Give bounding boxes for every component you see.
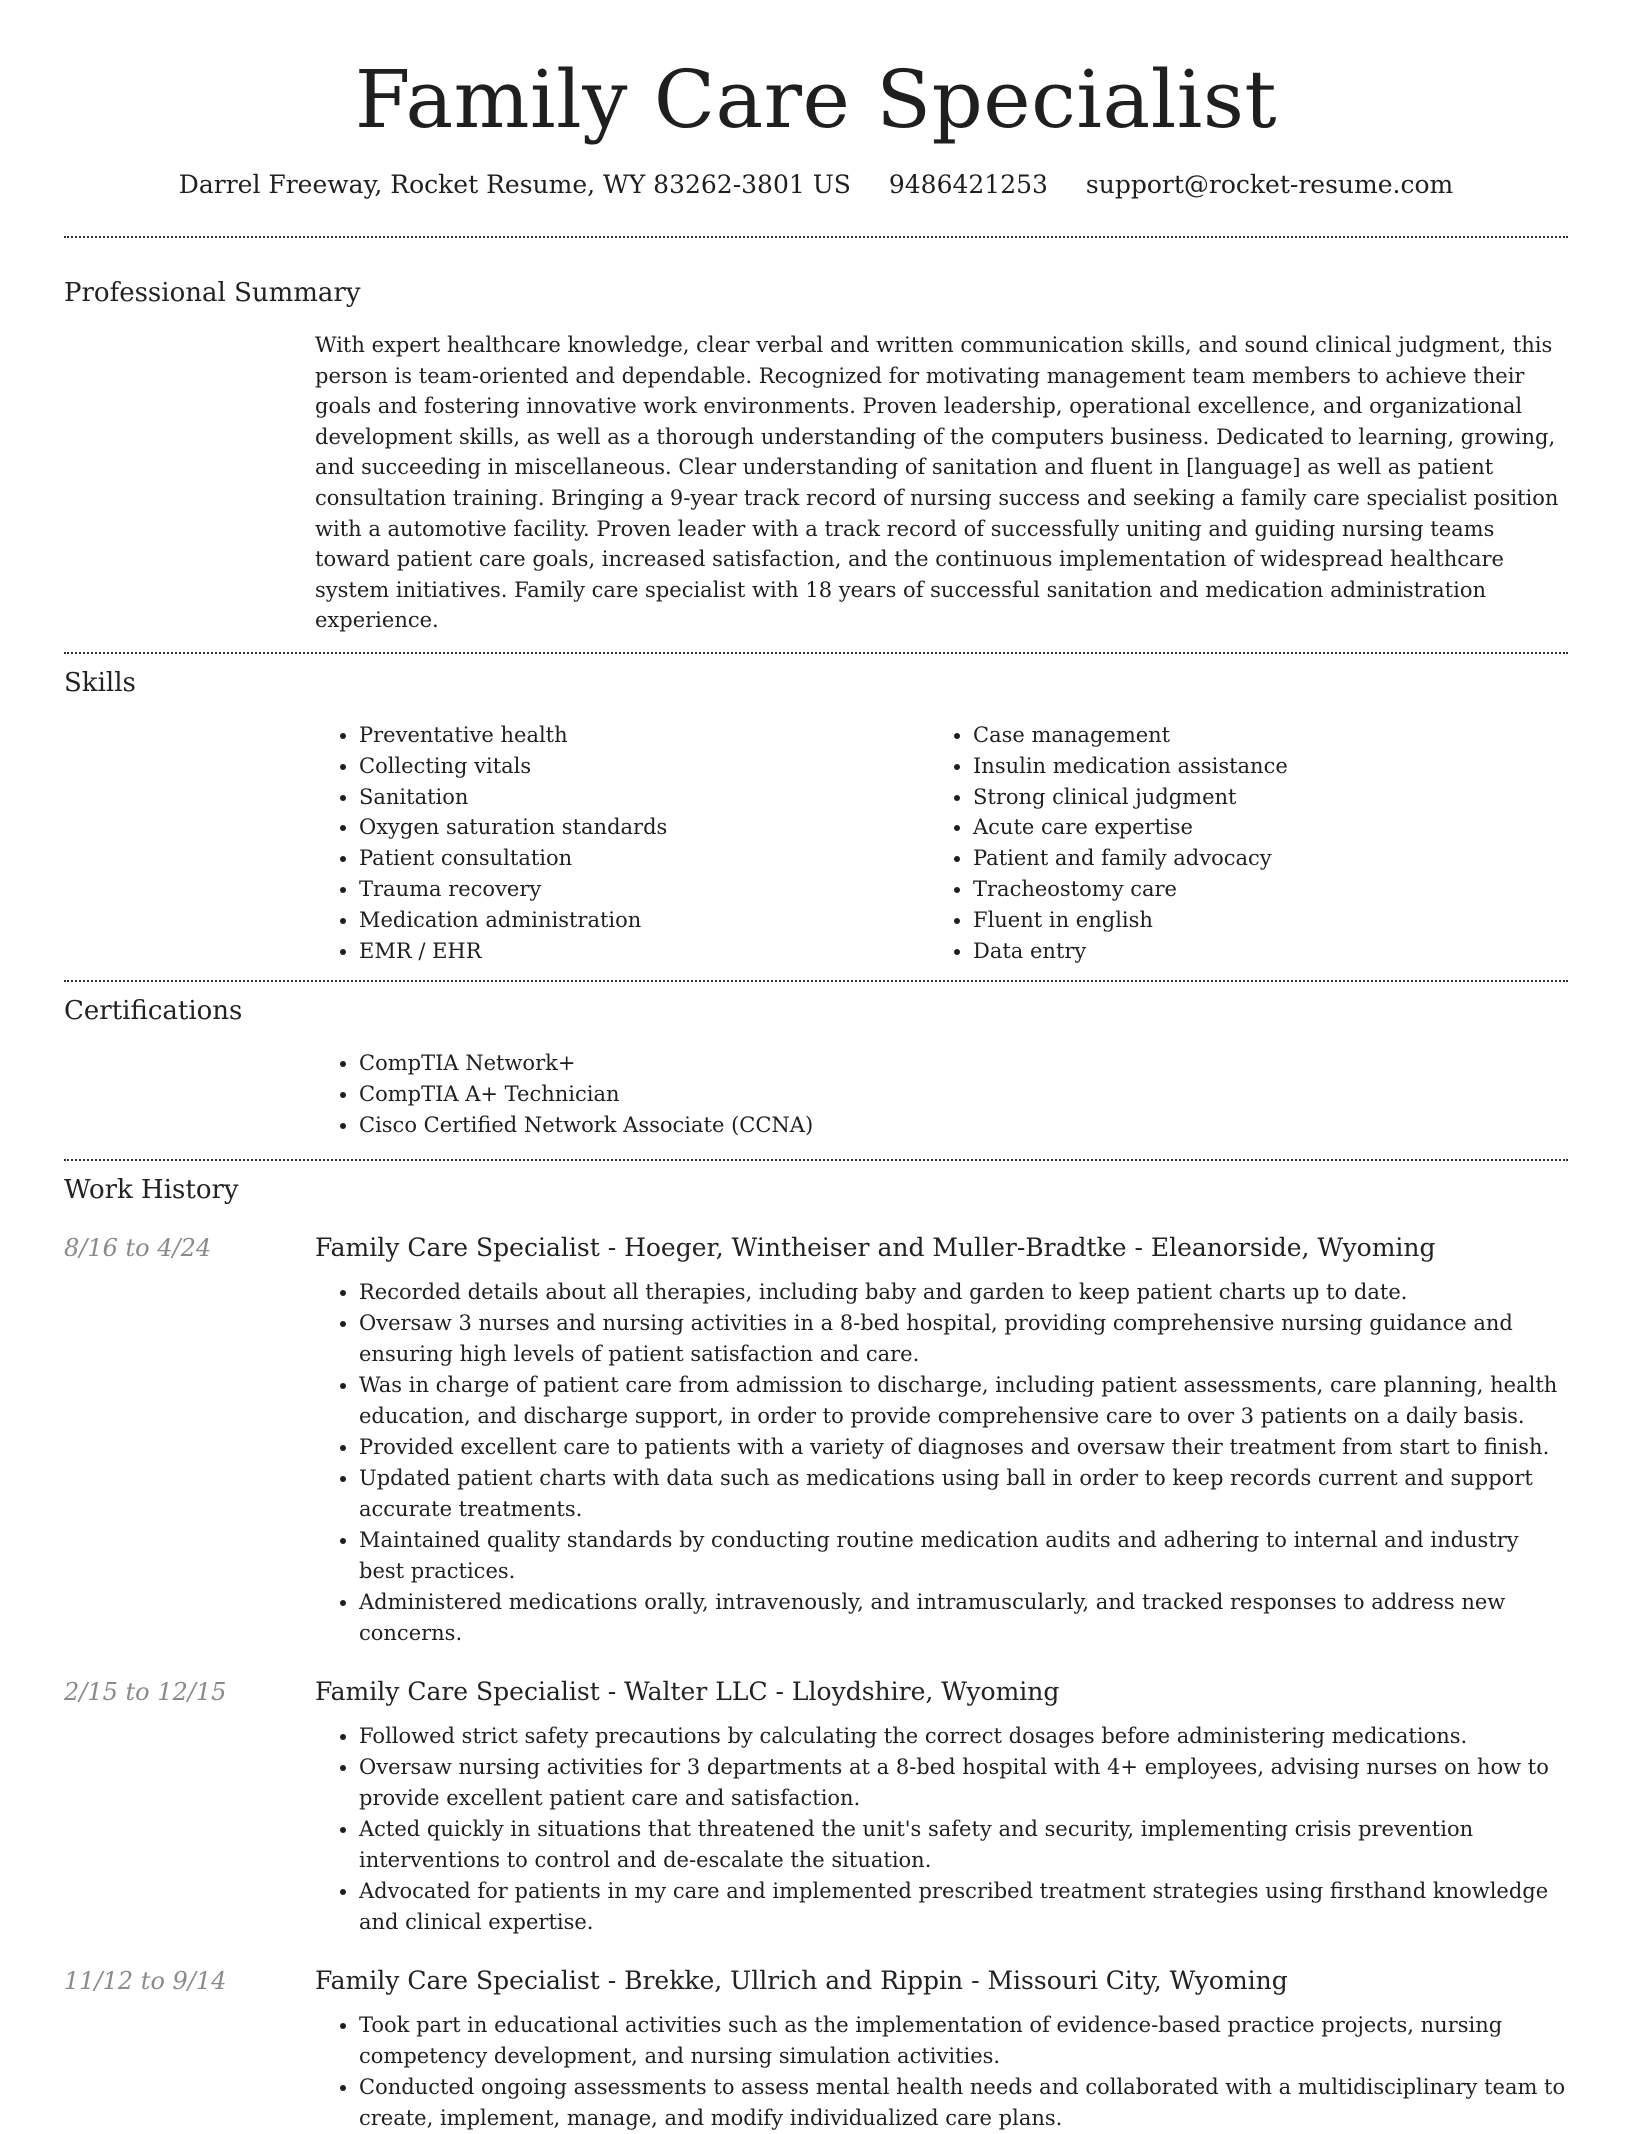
contact-email: support@rocket-resume.com [1085, 170, 1454, 199]
divider [64, 652, 1568, 654]
resume-page [64, 0, 1568, 2134]
summary-content [315, 330, 1568, 636]
skills-section [64, 666, 1568, 966]
job-title: Family Care Specialist - Hoeger, Wintheiser and Muller-Bradtke - Eleanorside, Wyoming [315, 1232, 1436, 1262]
job-bullet: • Was in charge of patient care from admission to discharge, including patient assessments, care planning, health education, and discharge support, in order to provide comprehensive care to over 3 patients on a daily basis. [359, 1370, 1568, 1432]
job-header [64, 1231, 1568, 1265]
skill-item: • Trauma recovery [359, 874, 929, 905]
contact-line [64, 168, 1568, 202]
page-title: Family Care Specialist [354, 53, 1278, 146]
job-bullet: • Updated patient charts with data such as medications using ball in order to keep records current and support accurate treatments. [359, 1463, 1568, 1525]
certifications-list [315, 1048, 1568, 1140]
job-bullet: • Took part in educational activities such as the implementation of evidence-based practice projects, nursing competency development, and nursing simulation activities. [359, 2010, 1568, 2072]
job-bullet: • Followed strict safety precautions by calculating the correct dosages before administering medications. [359, 1721, 1568, 1752]
summary-section [64, 276, 1568, 636]
job-bullet: • Acted quickly in situations that threatened the unit's safety and security, implementing crisis prevention interventions to control and de-escalate the situation. [359, 1814, 1568, 1876]
skill-item: • Medication administration [359, 905, 929, 936]
job-bullet: • Advocated for patients in my care and implemented prescribed treatment strategies using firsthand knowledge and clinical expertise. [359, 1876, 1568, 1938]
job-entry [64, 1964, 1568, 2134]
job-title: Family Care Specialist - Walter LLC - Lloydshire, Wyoming [315, 1676, 1060, 1706]
job-title: Family Care Specialist - Brekke, Ullrich and Rippin - Missouri City, Wyoming [315, 1965, 1288, 1995]
contact-phone: 9486421253 [888, 170, 1048, 199]
divider [64, 980, 1568, 982]
certification-item: • Cisco Certified Network Associate (CCNA) [359, 1110, 1568, 1141]
job-bullet: • Maintained quality standards by conducting routine medication audits and adhering to internal and industry best practices. [359, 1525, 1568, 1587]
skill-item: • Oxygen saturation standards [359, 812, 929, 843]
skill-item: • Sanitation [359, 782, 929, 813]
section-title-skills: Skills [64, 667, 136, 698]
certification-item: • CompTIA A+ Technician [359, 1079, 1568, 1110]
job-dates: 11/12 to 9/14 [64, 1966, 227, 1995]
skill-item: • Insulin medication assistance [973, 751, 1543, 782]
certifications-content [315, 1048, 1568, 1140]
job-bullet: • Oversaw 3 nurses and nursing activities in a 8-bed hospital, providing comprehensive nursing guidance and ensuring high levels of patient satisfaction and care. [359, 1308, 1568, 1370]
contact-address: Darrel Freeway, Rocket Resume, WY 83262-3801 US [178, 170, 851, 199]
section-title-work-history: Work History [64, 1174, 239, 1205]
job-dates: 8/16 to 4/24 [64, 1233, 212, 1262]
job-bullet: • Conducted ongoing assessments to assess mental health needs and collaborated with a multidisciplinary team to create, implement, manage, and modify individualized care plans. [359, 2072, 1568, 2134]
job-entry [64, 1231, 1568, 1649]
section-title-summary: Professional Summary [64, 278, 361, 308]
skills-list-left [315, 720, 929, 966]
skills-grid [315, 720, 1568, 966]
job-bullets [315, 1721, 1568, 1938]
job-bullets [315, 2010, 1568, 2134]
divider [64, 236, 1568, 238]
job-bullet: • Recorded details about all therapies, including baby and garden to keep patient charts up to date. [359, 1277, 1568, 1308]
skill-item: • Collecting vitals [359, 751, 929, 782]
job-header [64, 1675, 1568, 1709]
skill-item: • Tracheostomy care [973, 874, 1543, 905]
skill-item: • Preventative health [359, 720, 929, 751]
job-bullet: • Oversaw nursing activities for 3 departments at a 8-bed hospital with 4+ employees, advising nurses on how to provide excellent patient care and satisfaction. [359, 1752, 1568, 1814]
job-bullet: • Administered medications orally, intravenously, and intramuscularly, and tracked responses to address new concerns. [359, 1587, 1568, 1649]
skill-item: • Strong clinical judgment [973, 782, 1543, 813]
job-bullet: • Provided excellent care to patients with a variety of diagnoses and oversaw their treatment from start to finish. [359, 1432, 1568, 1463]
skill-item: • Acute care expertise [973, 812, 1543, 843]
skill-item: • Patient consultation [359, 843, 929, 874]
skill-item: • Patient and family advocacy [973, 843, 1543, 874]
job-dates: 2/15 to 12/15 [64, 1677, 227, 1706]
section-title-certifications: Certifications [64, 996, 243, 1027]
skill-item: • Case management [973, 720, 1543, 751]
work-history-section [64, 1173, 1568, 2134]
divider [64, 1159, 1568, 1161]
skill-item: • Data entry [973, 936, 1543, 967]
certification-item: • CompTIA Network+ [359, 1048, 1568, 1079]
certifications-section [64, 994, 1568, 1140]
skill-item: • Fluent in english [973, 905, 1543, 936]
job-header [64, 1964, 1568, 1998]
skill-item: • EMR / EHR [359, 936, 929, 967]
skills-list-right [929, 720, 1543, 966]
job-entry [64, 1675, 1568, 1938]
job-bullets [315, 1277, 1568, 1649]
summary-text: With expert healthcare knowledge, clear verbal and written communication skills, and sound clinical judgment, this person is team-oriented and dependable. Recognized for motivating management team members to achieve their goals and fostering innovative work environments. Proven leadership, operational excellence, and organizational development skills, as well as a thorough understanding of the computers business. Dedicated to learning, growing, and succeeding in miscellaneous. Clear understanding of sanitation and fluent in [language] as well as patient consultation training. Bringing a 9-year track record of nursing success and seeking a family care specialist position with a automotive facility. Proven leader with a track record of successfully uniting and guiding nursing teams toward patient care goals, increased satisfaction, and the continuous implementation of widespread healthcare system initiatives. Family care specialist with 18 years of successful sanitation and medication administration experience. [315, 333, 1559, 633]
